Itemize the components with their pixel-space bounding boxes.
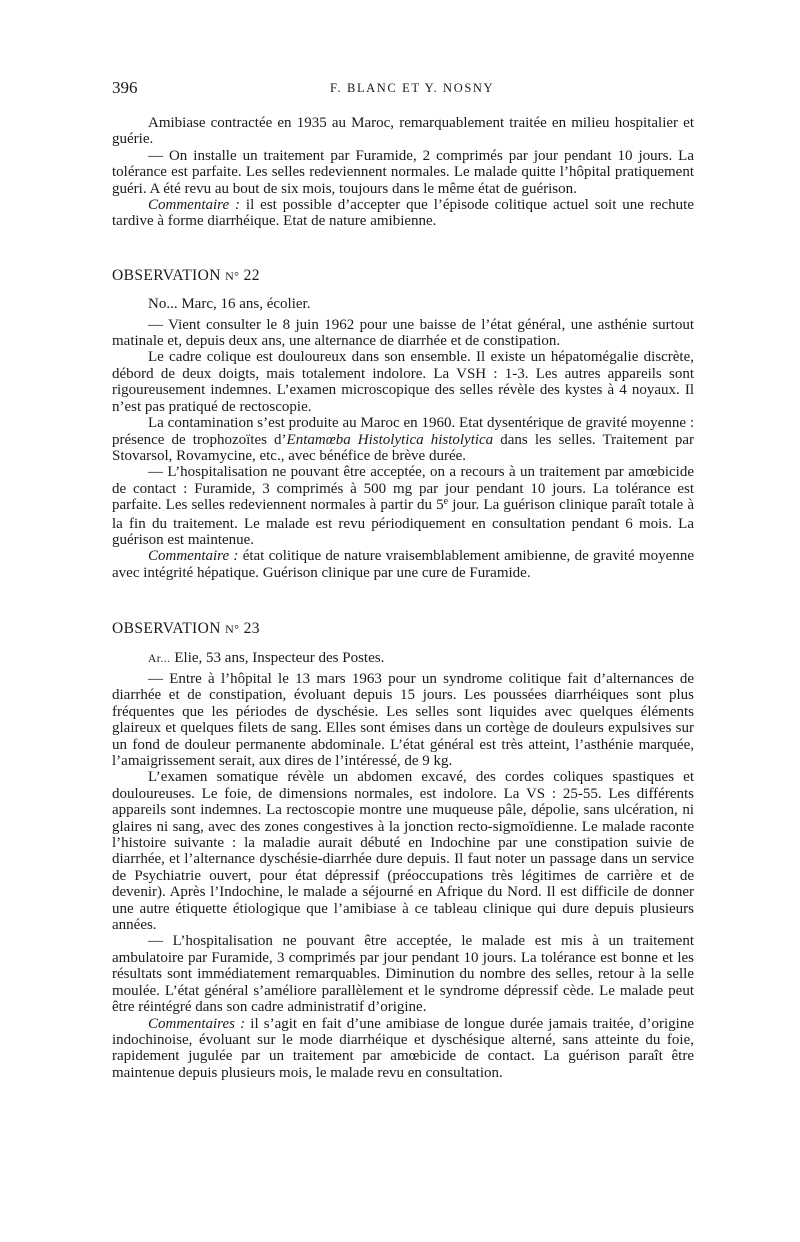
obs22-paragraph-3 bbox=[112, 415, 694, 464]
intro-paragraph-1: Amibiase contractée en 1935 au Maroc, remarquablement traitée en milieu hospitalier et guérie. bbox=[112, 115, 694, 148]
patient-details: Elie, 53 ans, Inspecteur des Postes. bbox=[170, 649, 385, 666]
obs23-paragraph-1: — Entre à l’hôpital le 13 mars 1963 pour un syndrome colitique fait d’alternances de diarrhée et de constipation, évoluant depuis 15 jours. Les poussées diarrhéiques sont plus fréquentes que les périodes de dyschésie. Les selles sont liquides avec quelques éléments glaireux et quelques filets de sang. Elles sont émises dans un cortège de douleurs expulsives sur un fond de douleur permanente abdominale. L’état général est très atteint, l’asthénie marquée, l’amaigrissement serait, aux dires de l’intéressé, de 9 kg. bbox=[112, 670, 694, 769]
intro-comment bbox=[112, 197, 694, 230]
article-body bbox=[112, 115, 694, 1081]
obs23-patient bbox=[112, 650, 694, 667]
comment-text: état colitique de nature vraisemblablement amibienne, de gravité moyenne avec intégrité hépatique. Guérison clinique par une cure de Furamide. bbox=[112, 548, 694, 581]
running-title: F. BLANC ET Y. NOSNY bbox=[330, 81, 495, 95]
comment-text: il s’agit en fait d’une amibiase de longue durée jamais traitée, d’origine indochinoise, évoluant sur le mode diarrhéique et dyschésique alterné, sans atteinte du foie, rapidement jugulée par un traitement par amœbicide de contact. La guérison paraît être maintenue depuis plusieurs mois, le malade revu en consultation. bbox=[112, 1015, 694, 1081]
page-number: 396 bbox=[112, 78, 138, 97]
observation-23-heading bbox=[112, 621, 694, 637]
obs22-p4-text-a: — L’hospitalisation ne pouvant être acceptée, on a recours à un traitement par amœbicide de contact : Furamide, 3 comprimés à 500 mg par jour pendant 10 jours. La tolérance est parfaite. Les selles redeviennent normales à partir du 5 bbox=[112, 464, 694, 514]
superscript: e bbox=[443, 496, 449, 508]
observation-no-symbol: N° bbox=[225, 268, 240, 283]
observation-no-symbol: N° bbox=[225, 622, 240, 637]
obs22-paragraph-2: Le cadre colique est douloureux dans son ensemble. Il existe un hépatomégalie discrète, débord de deux doigts, mais totalement indolore. La VSH : 1-3. Les autres appareils sont rigoureusement indemnes. L’examen microscopique des selles révèle des kystes à 4 noyaux. Il n’est pas pratiqué de rectoscopie. bbox=[112, 349, 694, 415]
obs22-p3-text-b: dans les selles. Traitement par Stovarsol, Rovamycine, etc., avec bénéfice de brève durée. bbox=[112, 431, 694, 464]
obs23-paragraph-2: L’examen somatique révèle un abdomen excavé, des cordes coliques spastiques et douloureuses. Le foie, de dimensions normales, est indolore. La VS : 25-55. Les différents appareils sont indemnes. La rectoscopie montre une muqueuse pâle, dépolie, sans ulcération, ni glaires ni sang, avec des zones congestives à la jonction recto-sigmoïdienne. Le malade raconte l’histoire suivante : la maladie aurait débuté en Indochine par une constipation suivie de diarrhée, et l’alternance dyschésie-diarrhée dure depuis. Il faut noter un passage dans un service de Psychiatrie ouvert, pour état dépressif (préoccupations très légitimes de carrière et de devenir). Après l’Indochine, le malade a séjourné en Afrique du Nord. Il est difficile de donner une autre étiquette étiologique que l’amibiase à ce tableau clinique qui dure depuis plusieurs années. bbox=[112, 769, 694, 934]
obs22-paragraph-4 bbox=[112, 464, 694, 548]
observation-label: OBSERVATION bbox=[112, 266, 221, 284]
comment-label: Commentaires : bbox=[148, 1015, 246, 1032]
intro-paragraph-2: — On installe un traitement par Furamide, 2 comprimés par jour pendant 10 jours. La tolérance est parfaite. Les selles redeviennent normales. Le malade quitte l’hôpital pratiquement guéri. A été revu au bout de six mois, toujours dans le même état de guérison. bbox=[112, 147, 694, 197]
obs22-comment bbox=[112, 548, 694, 581]
observation-22-heading bbox=[112, 268, 694, 284]
species-name: Entamœba Histolytica histolytica bbox=[286, 431, 494, 448]
patient-initials: Ar... bbox=[148, 652, 171, 665]
obs22-patient: No... Marc, 16 ans, écolier. bbox=[148, 296, 311, 313]
observation-number: 23 bbox=[243, 620, 260, 638]
obs23-paragraph-3: — L’hospitalisation ne pouvant être acceptée, le malade est mis à un traitement ambulatoire par Furamide, 3 comprimés par jour pendant 10 jours. La tolérance est bonne et les résultats sont immédiatement remarquables. Diminution du nombre des selles, retour à la selle moulée. L’état général s’améliore parallèlement et le syndrome dépressif cède. Le malade peut être réintégré dans son cadre administratif d’origine. bbox=[112, 933, 694, 1016]
comment-text: il est possible d’accepter que l’épisode colitique actuel soit une rechute tardive à forme diarrhéique. Etat de nature amibienne. bbox=[112, 197, 694, 230]
obs22-p4-text-b: jour. La guérison clinique paraît totale à la fin du traitement. Le malade est revu périodiquement en consultation pendant 6 mois. La guérison est maintenue. bbox=[112, 497, 694, 548]
comment-label: Commentaire : bbox=[148, 197, 241, 214]
obs22-p3-text-a: La contamination s’est produite au Maroc en 1960. Etat dysentérique de gravité moyenne : présence de trophozoïtes d’ bbox=[112, 415, 694, 448]
observation-number: 22 bbox=[243, 266, 260, 284]
obs23-comment bbox=[112, 1016, 694, 1082]
page-header bbox=[112, 78, 692, 100]
obs22-paragraph-1: — Vient consulter le 8 juin 1962 pour une baisse de l’état général, une asthénie surtout matinale et, depuis deux ans, une alternance de diarrhée et de constipation. bbox=[112, 316, 694, 350]
comment-label: Commentaire : bbox=[148, 548, 239, 565]
observation-label: OBSERVATION bbox=[112, 620, 221, 638]
